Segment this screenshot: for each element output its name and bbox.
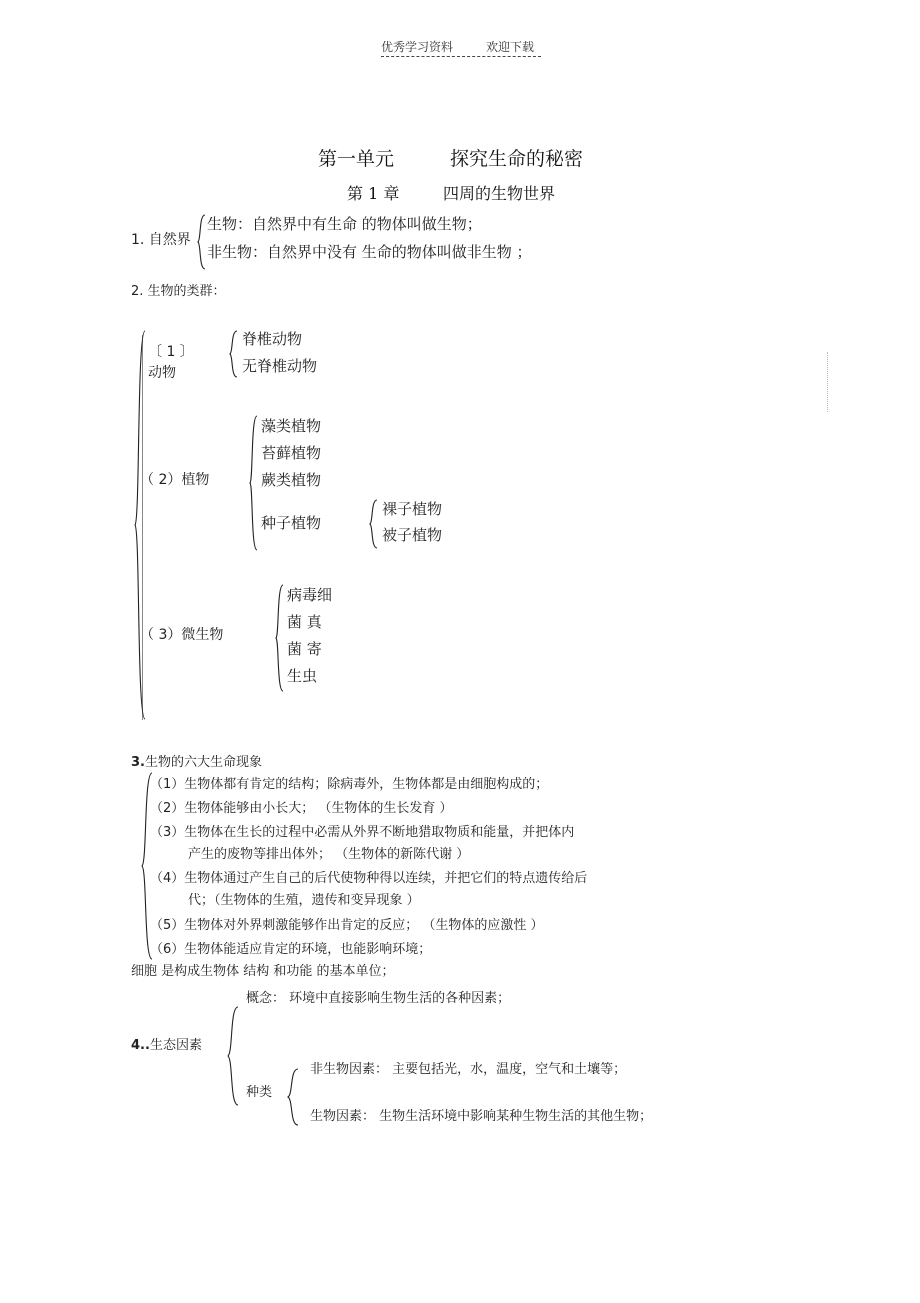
s3-item-5: （5）生物体对外界刺激能够作出肯定的反应； （生物体的应激性 ） [150,918,544,933]
s4-nonbio: 非生物因素： 主要包括光，水，温度，空气和土壤等； [310,1062,627,1077]
header-divider [381,56,541,57]
chapter-name: 四周的生物世界 [443,184,556,203]
s1-line2: 非生物：自然界中没有 生命的物体叫做非生物 ； [207,243,532,261]
s3-title-text: 生物的六大生命现象 [144,755,262,770]
micro-item-1: 病毒细 [287,586,333,604]
micro-item-2: 菌 真 [287,613,322,631]
s4-kinds-label: 种类 [246,1085,273,1100]
s3-item-3: （3）生物体在生长的过程中必需从外界不断地猎取物质和能量，并把体内 [150,825,575,840]
micro-item-4: 生虫 [287,667,318,685]
plant-item-fern: 蕨类植物 [261,471,322,489]
s3-item-6: （6）生物体能适应肯定的环境，也能影响环境； [150,942,432,957]
s3-cell-line: 细胞 是构成生物体 结构 和功能 的基本单位； [131,964,395,979]
s4-bio: 生物因素： 生物生活环境中影响某种生物生活的其他生物； [310,1109,653,1124]
plant-item-moss: 苔藓植物 [261,444,322,462]
plant-label: （ 2）植物 [140,472,210,488]
unit-title: 第一单元 [318,148,395,170]
s3-item-4-cont: 代；（生物体的生殖，遗传和变异现象 ） [188,893,420,908]
micro-brace [275,584,285,692]
s3-item-1: （1）生物体都有肯定的结构；除病毒外，生物体都是由细胞构成的； [150,777,549,792]
micro-label: （ 3）微生物 [140,627,224,643]
s3-item-4: （4）生物体通过产生自己的后代使物种得以连续，并把它们的特点遗传给后 [150,871,588,886]
animal-item-vertebrate: 脊椎动物 [242,330,303,348]
unit-name: 探究生命的秘密 [450,148,584,170]
plant-brace [249,415,259,551]
s1-label: 1. 自然界 [131,232,191,248]
s4-title-text: 生态因素 [149,1038,202,1053]
plant-item-algae: 藻类植物 [261,417,322,435]
s4-title-number: 4.. [131,1038,150,1053]
header-right: 欢迎下载 [486,40,535,54]
s3-title [131,751,262,770]
animal-item-invertebrate: 无脊椎动物 [242,357,318,375]
seed-brace [369,499,379,549]
animal-label: 动物 [148,365,176,381]
page-edge-mark [827,352,828,412]
micro-item-3: 菌 寄 [287,640,322,658]
animal-brace [229,330,239,378]
plant-item-seed: 种子植物 [261,514,322,532]
animal-number: 〔 1 〕 [148,344,194,360]
s2-outer-brace [134,330,146,720]
seed-item-angiosperm: 被子植物 [382,526,443,544]
seed-item-gymnosperm: 裸子植物 [382,500,443,518]
chapter-title: 第 1 章 [347,184,400,203]
s3-item-3-cont: 产生的废物等排出体外； （生物体的新陈代谢 ） [188,847,470,862]
s4-kinds-brace [287,1068,299,1126]
s3-title-number: 3. [131,755,145,770]
header-left: 优秀学习资料 [381,40,454,54]
s4-brace [227,1006,239,1106]
s3-item-2: （2）生物体能够由小长大； （生物体的生长发育 ） [150,801,453,816]
s4-title [131,1034,202,1053]
s2-title: 2. 生物的类群： [131,284,226,299]
s4-concept: 概念： 环境中直接影响生物生活的各种因素； [246,991,511,1006]
s1-brace [197,214,207,270]
s1-line1: 生物：自然界中有生命 的物体叫做生物； [207,215,482,233]
